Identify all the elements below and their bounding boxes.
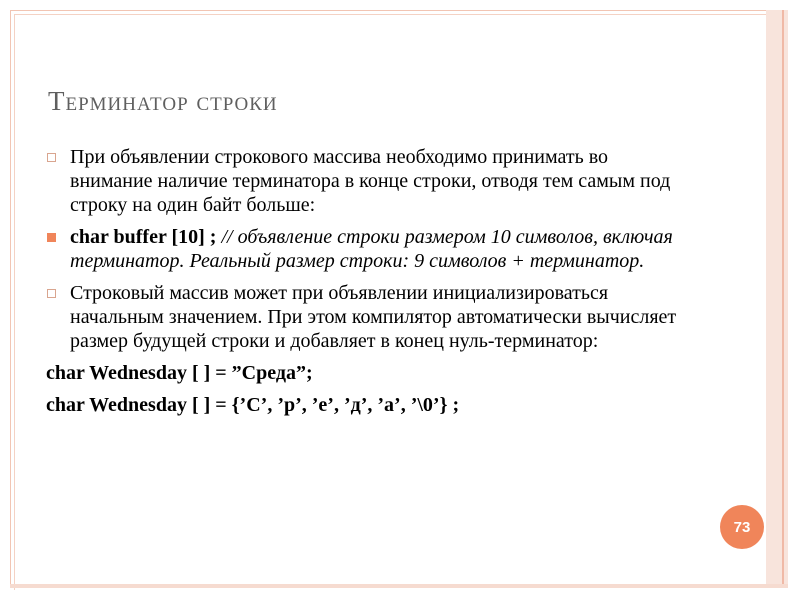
slide-bottom-band: [10, 584, 788, 588]
code-snippet: char buffer [10] ;: [70, 226, 217, 248]
code-line: char Wednesday [ ] = ”Среда”;: [46, 362, 313, 384]
bullet-item: [46, 145, 686, 217]
page-number-badge: 73: [720, 505, 764, 549]
bullet-item: [46, 281, 686, 353]
bullet-outline-icon: [46, 288, 57, 299]
slide-content: [46, 145, 686, 425]
slide-title: Терминатор строки: [48, 86, 278, 116]
slide-right-band: [766, 10, 788, 588]
bullet-outline-icon: [46, 152, 57, 163]
code-line: char Wednesday [ ] = {’С’, ’р’, ’е’, ’д’, ’а’, ’\0’} ;: [46, 394, 460, 416]
bullet-text: Строковый массив может при объявлении инициализироваться начальным значением. При этом компилятор автоматически вычисляет размер будущей строки и добавляет в конец нуль-терминатор:: [70, 282, 677, 352]
bullet-text: При объявлении строкового массива необходимо принимать во внимание наличие терминатора в конце строки, отводя тем самым под строку на один байт больше:: [70, 146, 671, 216]
bullet-item: [46, 225, 686, 273]
code-comment: // объявление строки размером 10 символов, включая терминатор. Реальный размер строки: 9 символов + терминатор.: [70, 226, 673, 272]
bullet-filled-icon: [46, 232, 57, 243]
